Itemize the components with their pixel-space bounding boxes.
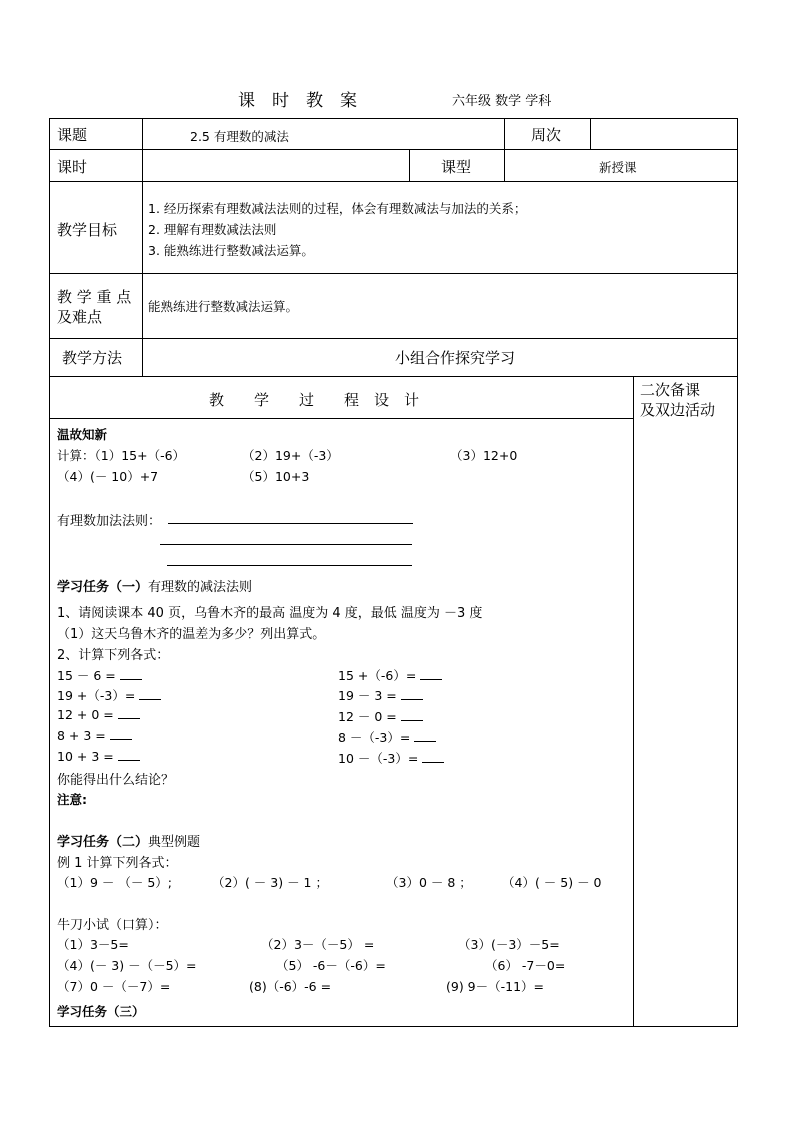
objectives-label: 教学目标 xyxy=(57,221,118,239)
side-header: 二次备课 xyxy=(640,381,701,399)
calc-item: （3）12+0 xyxy=(450,448,518,463)
quick-item: （6） -7－0= xyxy=(485,958,566,973)
keypoints-label: 教 学 重 点 xyxy=(57,288,132,306)
calc-pair-right: 15 +（-6）= xyxy=(338,666,442,684)
quick-item: （2）3－（－5） = xyxy=(261,937,375,952)
week-label: 周次 xyxy=(531,126,562,144)
objective-item: 2. 理解有理数减法法则 xyxy=(148,222,277,237)
lesson-type-value: 新授课 xyxy=(599,160,637,175)
addition-rule-label: 有理数加法法则： xyxy=(57,514,162,529)
calc-pair-left: 8 + 3 = xyxy=(57,728,132,743)
example-item: （2）( － 3) － 1 ； xyxy=(212,875,328,890)
quick-item: （5） -6－（-6）= xyxy=(276,958,386,973)
task1-title: 学习任务（一） xyxy=(57,580,149,595)
task1-heading xyxy=(57,576,252,595)
conclusion-question: 你能得出什么结论？ xyxy=(57,773,175,788)
side-header-2: 及双边活动 xyxy=(640,401,716,419)
topic-label: 课题 xyxy=(57,126,88,144)
quick-item: (9) 9－（-11）= xyxy=(446,979,545,994)
calc-pair-right: 12 － 0 = xyxy=(338,707,423,725)
grade-subject: 六年级 数学 学科 xyxy=(452,94,552,109)
review-title: 温故知新 xyxy=(57,427,108,442)
period-label: 课时 xyxy=(57,158,88,176)
note-label: 注意: xyxy=(57,792,87,807)
answer-line xyxy=(160,544,412,545)
task1-subquestion: （1）这天乌鲁木齐的温差为多少？列出算式。 xyxy=(57,627,326,642)
quick-item: (8)（-6）-6 = xyxy=(249,979,332,994)
method-label: 教学方法 xyxy=(62,349,123,367)
objective-item: 3. 能熟练进行整数减法运算。 xyxy=(148,243,314,258)
task2-subtitle: 典型例题 xyxy=(148,835,201,850)
calc-item: 计算：（1）15+（-6） xyxy=(57,448,186,463)
calc-pair-left: 19 +（-3）= xyxy=(57,686,161,704)
calc-pair-left: 15 － 6 = xyxy=(57,666,142,684)
method-value: 小组合作探究学习 xyxy=(395,349,516,367)
example-item: （4）( － 5) － 0 xyxy=(502,875,602,890)
calc-pair-left: 10 + 3 = xyxy=(57,749,140,764)
topic-value: 2.5 有理数的减法 xyxy=(190,129,289,144)
answer-line xyxy=(167,565,412,566)
example-label: 例 1 计算下列各式： xyxy=(57,856,178,871)
objective-item: 1. 经历探索有理数减法法则的过程，体会有理数减法与加法的关系； xyxy=(148,201,527,216)
quick-item: （3）(－3）－5= xyxy=(458,937,560,952)
keypoints-label-2: 及难点 xyxy=(57,308,103,326)
quick-item: （1）3－5= xyxy=(57,937,129,952)
task2-title: 学习任务（二） xyxy=(57,835,149,850)
keypoints-value: 能熟练进行整数减法运算。 xyxy=(148,299,299,314)
task2-heading xyxy=(57,831,200,850)
calc-item: （5）10+3 xyxy=(242,469,310,484)
calc-pair-left: 12 + 0 = xyxy=(57,707,140,722)
quick-item: （4）(－ 3) －（－5）= xyxy=(57,958,197,973)
lesson-type-label: 课型 xyxy=(441,158,472,176)
task1-question: 1、请阅读课本 40 页，乌鲁木齐的最高 温度为 4 度，最低 温度为 －3 度 xyxy=(57,606,483,621)
calc-item: （2）19+（-3） xyxy=(242,448,339,463)
task1-subtitle: 有理数的减法法则 xyxy=(148,580,253,595)
quick-item: （7）0 －（－7）= xyxy=(57,979,171,994)
process-header: 教 学 过 程 设 计 xyxy=(209,391,420,409)
example-item: （1）9 － （－ 5）; xyxy=(57,875,172,890)
calc-item: （4）(－ 10）+7 xyxy=(57,469,159,484)
answer-line xyxy=(168,523,413,524)
calc-pair-right: 10 －（-3）= xyxy=(338,749,444,767)
calc-pair-right: 19 － 3 = xyxy=(338,686,423,704)
calc-pair-right: 8 －（-3）= xyxy=(338,728,436,746)
example-item: （3）0 － 8 ； xyxy=(386,875,472,890)
page-title: 课 时 教 案 xyxy=(238,91,357,111)
task1-question-2: 2、计算下列各式： xyxy=(57,648,170,663)
quick-title: 牛刀小试（口算）： xyxy=(57,918,168,933)
task3-title: 学习任务（三） xyxy=(57,1004,145,1019)
